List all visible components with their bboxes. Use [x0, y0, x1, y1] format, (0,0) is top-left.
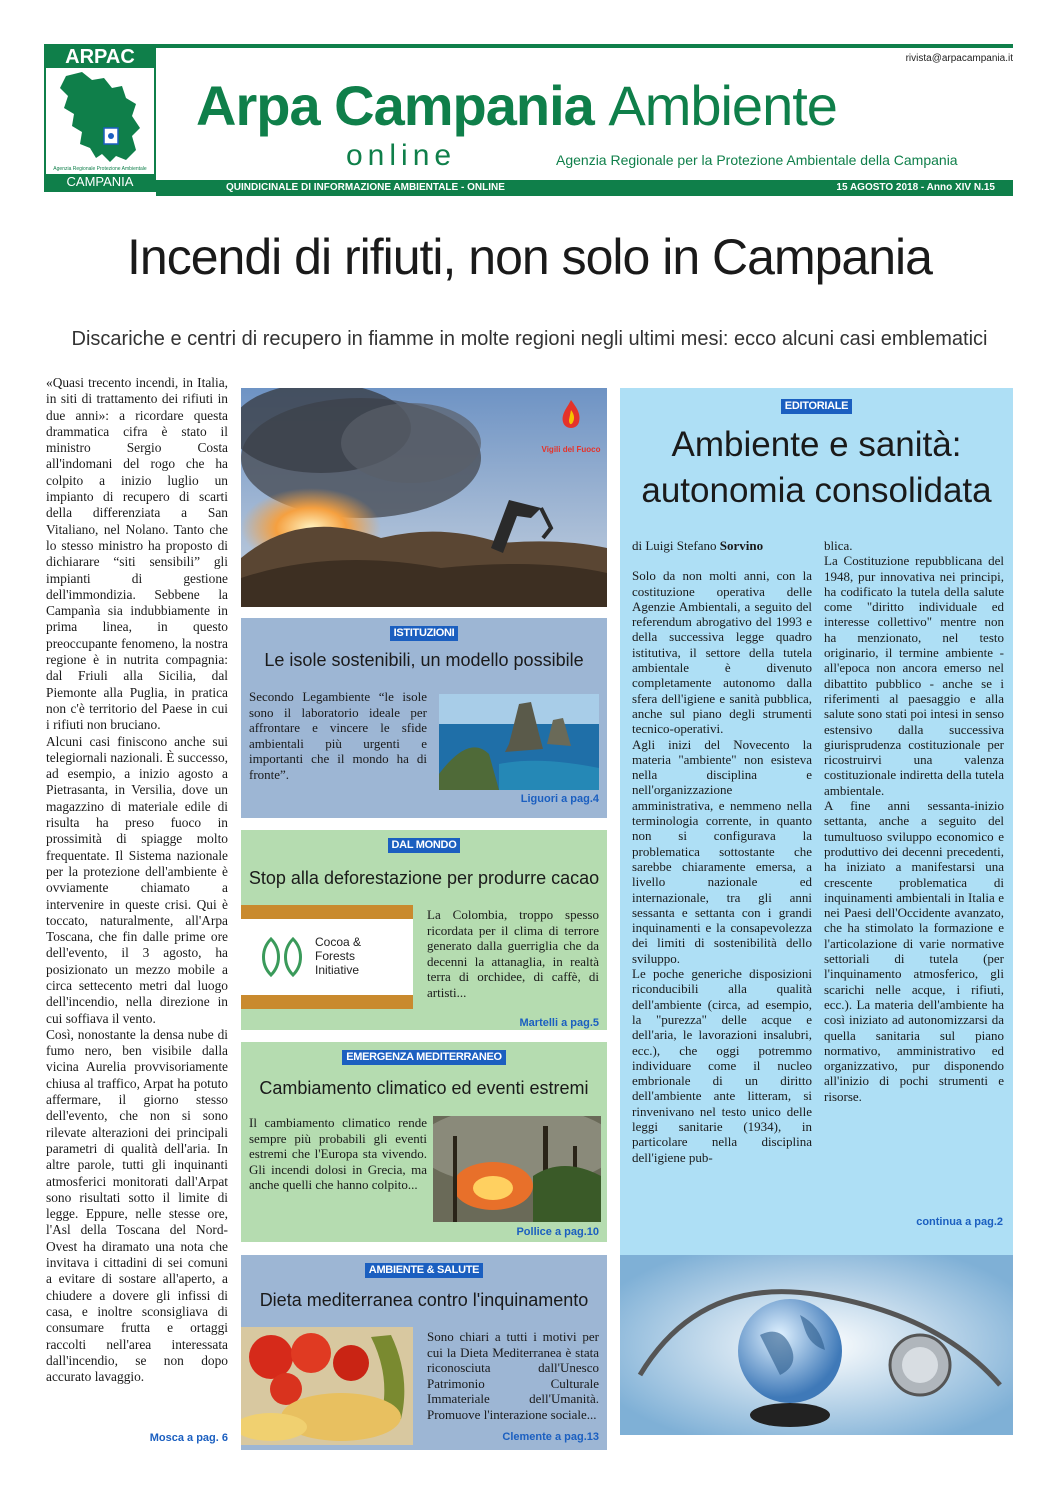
- main-paragraph: Così, nonostante la densa nube di fumo nero, ben visibile dalla vicina Aurelia provvisoriamente chiusa al traffico, Arpat ha potuto affermare, il giorno stesso dell'evento, che non si sono rilevate alterazioni dei principali parametri di qualità dell'aria. In altre parole, tutti gli inquinanti atmosferici monitorati dall'Arpat sono risultati sotto il limite di legge. Eppure, nelle stesse ore, l'Asl della Toscana del Nord-Ovest ha diramato una nota che invitava i cittadini di sei comuni a evitare di sostare all'aperto, a chiudere a dovere gli infissi di casa, e inoltre sconsigliava di consumare frutta e ortaggi raccolti nell'area interessata dall'incendio, se non dopo accurato lavaggio.: [46, 1026, 228, 1385]
- contact-email[interactable]: rivista@arpacampania.it: [905, 53, 1013, 64]
- masthead-bold: Arpa Campania: [196, 74, 609, 137]
- fire-photo: [241, 388, 607, 607]
- editorial-paragraph: Agli inizi del Novecento la materia "ambiente" non esisteva nella disciplina e nell'organizzazione amministrativa, e nemmeno nella terminologia corrente, in quanto non si configurava la problematica sottostante che sarebbe chiaramente emersa, a livello nazionale ed internazionale, tra gli anni sessanta e settanta con i grandi inquinamenti e la consapevolezza dei limiti di sostenibilità dello sviluppo.: [632, 736, 812, 966]
- box-title: Cambiamento climatico ed eventi estremi: [259, 1078, 589, 1098]
- box-text: Il cambiamento climatico rende sempre più probabili gli eventi estremi che l'Europa sta vivendo. Gli incendi dolosi in Grecia, ma anche quelli che hanno colpito...: [249, 1115, 427, 1192]
- agency-name: Agenzia Regionale per la Protezione Ambientale della Campania: [556, 152, 958, 168]
- box-title: Le isole sostenibili, un modello possibile: [264, 650, 584, 670]
- editorial-title-line: Ambiente e sanità:: [671, 425, 962, 464]
- box-title: Stop alla deforestazione per produrre cacao: [248, 868, 600, 888]
- box-emergenza-mediterraneo: [241, 1042, 607, 1242]
- arpac-logo: [44, 44, 156, 192]
- logo-line: Initiative: [315, 963, 360, 977]
- box-text: Secondo Legambiente “le isole sono il laboratorio ideale per affrontare e vincere le sfide ambientali più urgenti e importanti che il mondo ha di fronte”.: [249, 689, 427, 782]
- leaf-icon: [259, 935, 305, 979]
- issue-date: 15 AGOSTO 2018 - Anno XIV N.15: [836, 182, 995, 193]
- section-tag: EDITORIALE: [781, 399, 852, 414]
- logo-line: Forests: [315, 949, 356, 963]
- forest-fire-photo: [433, 1116, 601, 1222]
- box-text: La Colombia, troppo spesso ricordata per il clima di terrore generato dalla guerriglia che da decenni la attanaglia, in realtà terra di orchidee, di caffè, di artisti...: [427, 907, 599, 1000]
- vigili-del-fuoco-text: Vigili del Fuoco: [541, 445, 601, 454]
- editorial-title-line: autonomia consolidata: [641, 471, 992, 510]
- mondo-continue-link[interactable]: Martelli a pag.5: [519, 1017, 599, 1029]
- editorial-paragraph: blica.: [824, 538, 853, 553]
- masthead-light: Ambiente: [608, 74, 837, 137]
- section-tag: ISTITUZIONI: [390, 626, 459, 641]
- box-text: Sono chiari a tutti i motivi per cui la Dieta Mediterranea è stata riconosciuta dall'Unesco Patrimonio Culturale Immateriale dell'Umanità. Promuove l'interazione sociale...: [427, 1329, 599, 1422]
- section-tag: AMBIENTE & SALUTE: [365, 1263, 483, 1278]
- main-paragraph: Alcuni casi finiscono anche sui telegiornali nazionali. È successo, ad esempio, a inizio agosto a Pietrasanta, in Versilia, dove un magazzino di materiale edile di risulta ha preso fuoco in prossimità di spiagge molto frequentate. Il Sistema nazionale per la protezione dell'ambiente è ovviamente chiamato a intervenire in queste crisi. Qui è toccato, naturalmente, all'Arpa Toscana, che fin dalle prime ore dell'evento, il 3 agosto, ha posizionato un mezzo mobile a circa settecento metri dal luogo dell'incendio, nella direzione in cui soffiava il vento.: [46, 733, 228, 1026]
- logo-subtitle: Agenzia Regionale Protezione Ambientale: [53, 166, 147, 172]
- cocoa-forests-logo: [241, 905, 413, 1009]
- author-name: Sorvino: [719, 538, 764, 553]
- emergenza-continue-link[interactable]: Pollice a pag.10: [516, 1226, 599, 1238]
- masthead-online: online: [346, 139, 457, 172]
- logo-region: CAMPANIA: [46, 174, 154, 190]
- box-dal-mondo: [241, 830, 607, 1030]
- campania-map-icon: [52, 70, 148, 166]
- main-paragraph: «Quasi trecento incendi, in Italia, in siti di trattamento dei rifiuti in due anni»: a ricordare questa drammatica cifra è stato il ministro Sergio Costa all'indomani del rogo che ha colpito a inizio luglio un impianto di recupero di scarti della differenziata a San Vitaliano, nel Nolano. Tanto che lo stesso ministro ha proposto di dichiarare “siti sensibili” gli impianti di gestione dell'immondizia. Sebbene la Campanìa sia indubbiamente in prima linea, in questo preoccupante fenomeno, la nostra regione è in nutrita compagnia: dal Friuli alla Sicilia, dal Piemonte alla Puglia, in pratica non c'è territorio del Paese in cui i rifiuti non bruciano.: [46, 375, 228, 733]
- box-title: Dieta mediterranea contro l'inquinamento: [259, 1290, 589, 1310]
- main-article: [46, 375, 228, 1385]
- editorial-continue-link[interactable]: continua a pag.2: [916, 1216, 1003, 1228]
- island-photo: [439, 694, 599, 790]
- byline: di Luigi Stefano Sorvino: [632, 538, 764, 553]
- section-tag: EMERGENZA MEDITERRANEO: [342, 1050, 506, 1065]
- editorial-column-1: [632, 538, 812, 1165]
- main-article-continue-link[interactable]: Mosca a pag. 6: [149, 1432, 228, 1444]
- headline: Incendi di rifiuti, non solo in Campania: [127, 229, 932, 285]
- box-ambiente-salute: [241, 1255, 607, 1450]
- mediterranean-food-photo: [241, 1327, 413, 1445]
- logo-title: ARPAC: [46, 46, 154, 68]
- section-tag: DAL MONDO: [388, 838, 461, 853]
- editorial-paragraph: A fine anni sessanta-inizio settanta, anche a seguito del tumultuoso sviluppo economico e produttivo dei decenni precedenti, ha iniziato a manifestarsi una crescente problematica di inquinamenti ambientali in Italia e nei Paesi dell'Occidente avanzato, che ha stimolato la formazione e l'articolazione di varie normative settoriali di tutela (per l'inquinamento atmosferico, gli scarichi nelle acque, i rifiuti, ecc.). La materia dell'ambiente ha così iniziato ad autonomizzarsi da quella sanitaria sul piano normativo, amministrativo ed organizzativo, pur disponendo all'inizio di pochi strumenti e risorse.: [824, 798, 1004, 1104]
- masthead: [196, 76, 837, 136]
- logo-line: Cocoa &: [315, 935, 362, 949]
- globe-stethoscope-photo: [620, 1255, 1013, 1435]
- salute-continue-link[interactable]: Clemente a pag.13: [502, 1431, 599, 1443]
- publication-type: QUINDICINALE DI INFORMAZIONE AMBIENTALE - ONLINE: [226, 182, 505, 193]
- istituzioni-continue-link[interactable]: Liguori a pag.4: [520, 793, 599, 805]
- issue-bar: [156, 180, 1013, 196]
- top-rule: [156, 44, 1013, 48]
- editorial-paragraph: Le poche generiche disposizioni riconducibili alla qualità dell'ambiente (circa, ad esempio, la "purezza" delle acque e dell'aria, le lavorazioni insalubri, ecc.), che oggi potremmo individuare come il nucleo embrionale di un diritto dell'ambiente ante litteram, si rinvenivano nel testo unico delle leggi sanitarie (1934), in particolare nella disciplina dell'igiene pub-: [632, 966, 812, 1165]
- subheadline: Discariche e centri di recupero in fiamme in molte regioni negli ultimi mesi: ecco alcuni casi emblematici: [71, 328, 988, 350]
- box-istituzioni: [241, 618, 607, 818]
- editorial-paragraph: La Costituzione repubblicana del 1948, pur innovativa nei principi, ha codificato la tutela della salute come "diritto individuale ed interesse collettivo" mentre non ha menzionato, nel testo originario, il termine ambiente - all'epoca non ancora emerso nel dibattito pubblico - anche se i riferimenti al paesaggio e alla salute sono stati poi intesi in senso estensivo dalla successiva giurisprudenza costituzionale per ricostruirvi una valenza costituzionale indiretta della tutela ambientale.: [824, 553, 1004, 798]
- editorial-column-2: [824, 538, 1004, 1104]
- vigili-del-fuoco-logo: [541, 396, 601, 456]
- editorial-paragraph: Solo da non molti anni, con la costituzione operativa delle Agenzie Ambientali, a seguito del referendum abrogativo del 1993 e della successiva legge quadro istitutiva, il settore della tutela ambientale è divenuto completamente autonomo dalla sfera dell'igiene e sanità pubblica, anche sul piano degli strumenti tecnico-operativi.: [632, 568, 812, 737]
- editorial-title: [620, 422, 1013, 514]
